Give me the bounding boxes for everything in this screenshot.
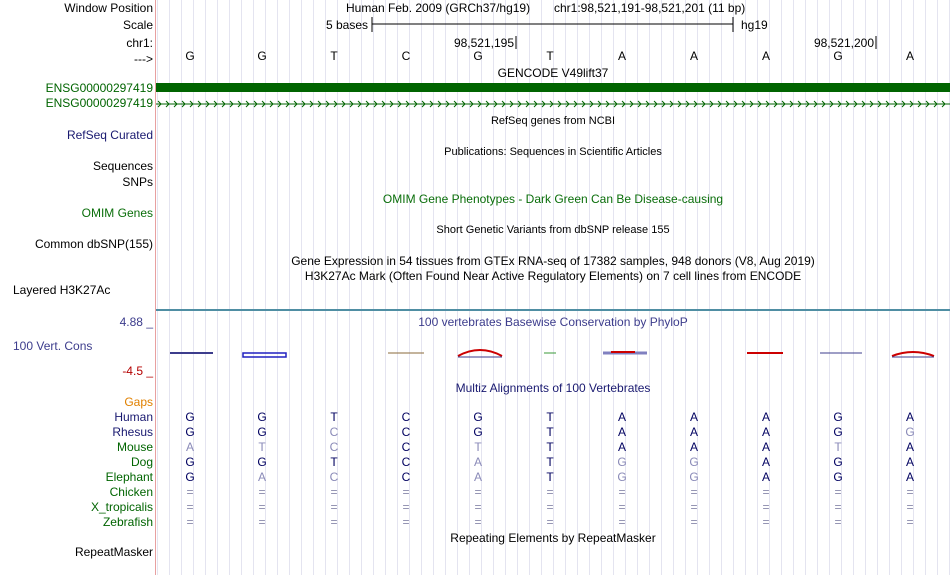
- aligned-base: A: [473, 470, 483, 484]
- aligned-base: C: [401, 425, 411, 439]
- aligned-base: =: [546, 485, 554, 499]
- aligned-base: G: [257, 410, 267, 424]
- aligned-base: =: [762, 500, 770, 514]
- aligned-base: G: [473, 425, 483, 439]
- aligned-base: G: [473, 410, 483, 424]
- species-label[interactable]: Rhesus: [112, 425, 153, 439]
- aligned-base: G: [833, 470, 843, 484]
- aligned-base: A: [257, 470, 267, 484]
- aligned-base: T: [330, 455, 338, 469]
- aligned-base: A: [689, 425, 699, 439]
- aligned-base: =: [186, 515, 194, 529]
- aligned-base: A: [905, 455, 915, 469]
- aligned-base: =: [834, 515, 842, 529]
- aligned-base: =: [762, 515, 770, 529]
- conservation-track-title: 100 vertebrates Basewise Conservation by PhyloP: [418, 315, 688, 329]
- aligned-base: T: [546, 425, 554, 439]
- coord-label-2: 98,521,200: [813, 36, 874, 50]
- reference-base: A: [905, 49, 915, 63]
- aligned-base: A: [761, 440, 771, 454]
- aligned-base: =: [690, 485, 698, 499]
- aligned-base: T: [258, 440, 266, 454]
- cons-min-label: -4.5 _: [122, 364, 153, 378]
- aligned-base: =: [402, 515, 410, 529]
- conservation-label[interactable]: 100 Vert. Cons: [13, 339, 93, 353]
- aligned-base: T: [546, 440, 554, 454]
- aligned-base: =: [186, 485, 194, 499]
- aligned-base: T: [546, 455, 554, 469]
- aligned-base: A: [761, 410, 771, 424]
- aligned-base: =: [474, 485, 482, 499]
- sequences-label[interactable]: Sequences: [92, 159, 153, 173]
- aligned-base: G: [689, 455, 699, 469]
- aligned-base: =: [330, 485, 338, 499]
- aligned-base: G: [617, 455, 627, 469]
- aligned-base: C: [329, 470, 339, 484]
- aligned-base: C: [401, 470, 411, 484]
- assembly-text: Human Feb. 2009 (GRCh37/hg19): [346, 1, 531, 15]
- aligned-base: A: [617, 410, 627, 424]
- aligned-base: =: [474, 515, 482, 529]
- conservation-peak: [458, 350, 502, 356]
- omim-label[interactable]: OMIM Genes: [81, 206, 153, 220]
- aligned-base: =: [474, 500, 482, 514]
- window-position-label: Window Position: [64, 1, 153, 15]
- aligned-base: C: [401, 410, 411, 424]
- aligned-base: A: [473, 455, 483, 469]
- aligned-base: C: [329, 440, 339, 454]
- refseq-track-title: RefSeq genes from NCBI: [490, 115, 616, 127]
- conservation-peak: [892, 352, 934, 356]
- aligned-base: A: [689, 440, 699, 454]
- aligned-base: =: [762, 485, 770, 499]
- aligned-base: T: [546, 470, 554, 484]
- species-label[interactable]: Elephant: [105, 470, 153, 484]
- aligned-base: G: [257, 425, 267, 439]
- aligned-base: G: [833, 410, 843, 424]
- aligned-base: A: [905, 440, 915, 454]
- aligned-base: A: [905, 470, 915, 484]
- reference-base: C: [401, 49, 411, 63]
- aligned-base: G: [905, 425, 915, 439]
- reference-base: T: [546, 49, 554, 63]
- reference-base: G: [257, 49, 267, 63]
- aligned-base: =: [258, 500, 266, 514]
- scale-label: Scale: [122, 18, 153, 32]
- aligned-base: A: [617, 440, 627, 454]
- aligned-base: =: [402, 500, 410, 514]
- gaps-label[interactable]: Gaps: [124, 395, 153, 409]
- gene-bar-1: [156, 83, 950, 92]
- aligned-base: G: [185, 455, 195, 469]
- aligned-base: G: [257, 455, 267, 469]
- aligned-base: =: [258, 485, 266, 499]
- species-label[interactable]: Dog: [130, 455, 153, 469]
- aligned-base: =: [186, 500, 194, 514]
- coord-label-1: 98,521,195: [453, 36, 514, 50]
- scale-bases-label: 5 bases: [325, 18, 368, 32]
- aligned-base: =: [834, 500, 842, 514]
- omim-track-title: OMIM Gene Phenotypes - Dark Green Can Be Disease-causing: [382, 192, 724, 206]
- aligned-base: =: [618, 500, 626, 514]
- h3k27ac-track-title: H3K27Ac Mark (Often Found Near Active Regulatory Elements) on 7 cell lines from ENCODE: [304, 269, 802, 283]
- reference-base: G: [833, 49, 843, 63]
- aligned-base: =: [906, 500, 914, 514]
- aligned-base: G: [689, 470, 699, 484]
- aligned-base: T: [546, 410, 554, 424]
- aligned-base: =: [618, 515, 626, 529]
- h3k27ac-label[interactable]: Layered H3K27Ac: [13, 283, 111, 297]
- aligned-base: C: [329, 425, 339, 439]
- gene-label-2[interactable]: ENSG00000297419: [45, 96, 153, 110]
- dbsnp-track-title: Short Genetic Variants from dbSNP release 155: [436, 224, 670, 236]
- species-label[interactable]: Zebrafish: [102, 515, 153, 529]
- aligned-base: C: [401, 455, 411, 469]
- scale-assembly-label: hg19: [741, 18, 768, 32]
- gene-label-1[interactable]: ENSG00000297419: [45, 81, 153, 95]
- multiz-track-title: Multiz Alignments of 100 Vertebrates: [455, 381, 651, 395]
- species-label[interactable]: Mouse: [116, 440, 153, 454]
- gencode-track-title: GENCODE V49lift37: [497, 66, 609, 80]
- aligned-base: A: [905, 410, 915, 424]
- aligned-base: C: [401, 440, 411, 454]
- aligned-base: T: [834, 440, 842, 454]
- aligned-base: =: [906, 485, 914, 499]
- aligned-base: =: [402, 485, 410, 499]
- aligned-base: =: [546, 500, 554, 514]
- reference-base: A: [689, 49, 699, 63]
- reference-base: A: [617, 49, 627, 63]
- conservation-block: [243, 353, 286, 357]
- species-label[interactable]: X_tropicalis: [90, 500, 153, 514]
- sequences-track-title: Publications: Sequences in Scientific Articles: [444, 146, 662, 158]
- aligned-base: G: [833, 455, 843, 469]
- species-label[interactable]: Chicken: [109, 485, 153, 499]
- direction-arrow-label: --->: [134, 52, 153, 66]
- position-text: chr1:98,521,191-98,521,201 (11 bp): [554, 1, 746, 15]
- aligned-base: =: [834, 485, 842, 499]
- reference-base: G: [473, 49, 483, 63]
- aligned-base: G: [185, 470, 195, 484]
- repeatmasker-track-title: Repeating Elements by RepeatMasker: [450, 531, 656, 545]
- aligned-base: =: [906, 515, 914, 529]
- aligned-base: A: [689, 410, 699, 424]
- aligned-base: T: [474, 440, 482, 454]
- species-label[interactable]: Human: [114, 410, 153, 424]
- repeatmasker-label[interactable]: RepeatMasker: [74, 545, 153, 559]
- aligned-base: A: [761, 470, 771, 484]
- aligned-base: =: [618, 485, 626, 499]
- aligned-base: =: [330, 500, 338, 514]
- reference-base: T: [330, 49, 338, 63]
- aligned-base: T: [330, 410, 338, 424]
- refseq-label[interactable]: RefSeq Curated: [66, 128, 153, 142]
- aligned-base: A: [617, 425, 627, 439]
- dbsnp-label[interactable]: Common dbSNP(155): [34, 237, 153, 251]
- aligned-base: A: [761, 425, 771, 439]
- reference-base: G: [185, 49, 195, 63]
- conservation-wiggles: [170, 350, 934, 357]
- aligned-base: =: [690, 500, 698, 514]
- reference-base: A: [761, 49, 771, 63]
- gtex-track-title: Gene Expression in 54 tissues from GTEx RNA-seq of 17382 samples, 948 donors (V8, Aug 2019): [291, 254, 815, 268]
- snps-label[interactable]: SNPs: [122, 175, 153, 189]
- aligned-base: =: [330, 515, 338, 529]
- aligned-base: G: [185, 425, 195, 439]
- aligned-base: G: [617, 470, 627, 484]
- cons-max-label: 4.88 _: [119, 315, 153, 329]
- aligned-base: G: [833, 425, 843, 439]
- chr-label: chr1:: [126, 36, 153, 50]
- aligned-base: =: [546, 515, 554, 529]
- aligned-base: A: [761, 455, 771, 469]
- aligned-base: A: [185, 440, 195, 454]
- aligned-base: =: [690, 515, 698, 529]
- aligned-base: G: [185, 410, 195, 424]
- aligned-base: =: [258, 515, 266, 529]
